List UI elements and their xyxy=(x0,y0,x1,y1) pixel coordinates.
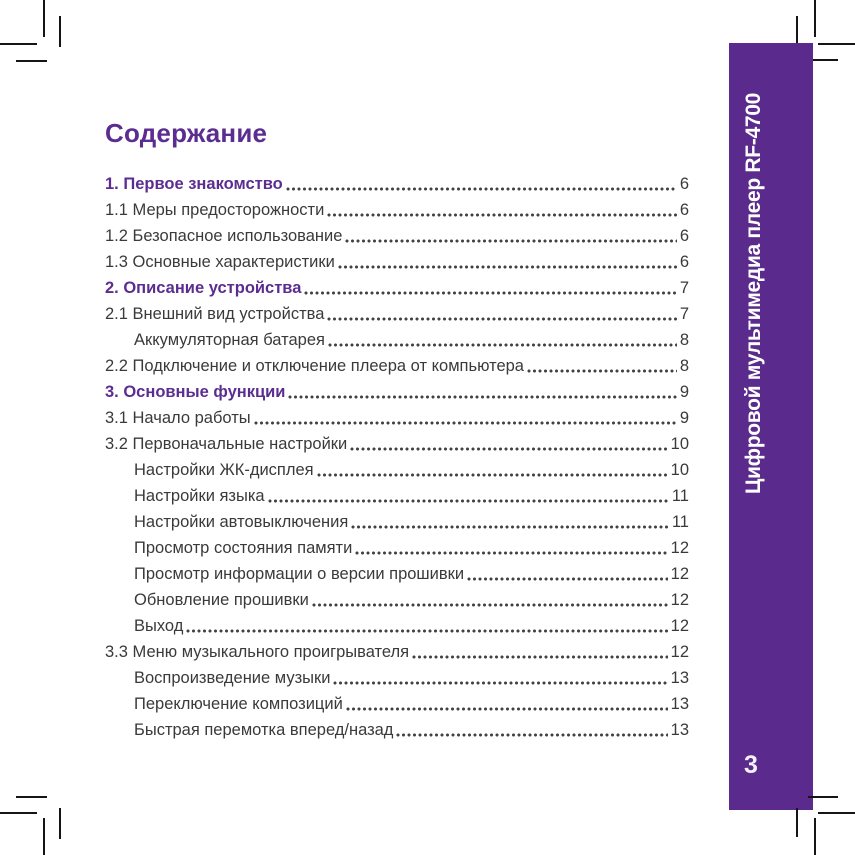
toc-entry-label: 3.3 Меню музыкального проигрывателя xyxy=(105,643,410,661)
dot-leader xyxy=(350,445,667,452)
toc-entry-label: Просмотр информации о версии прошивки xyxy=(134,565,465,583)
dot-leader xyxy=(327,315,676,322)
crop-mark xyxy=(59,808,61,839)
toc-entry-page: 10 xyxy=(670,461,689,479)
crop-mark xyxy=(814,818,816,855)
toc-entry xyxy=(105,378,689,404)
toc-entry-label: 1.3 Основные характеристики xyxy=(105,253,335,271)
toc-entry xyxy=(105,716,689,742)
dot-leader xyxy=(186,627,667,634)
crop-mark xyxy=(16,796,47,798)
toc-entry xyxy=(105,456,689,482)
toc-entry xyxy=(105,430,689,456)
dot-leader xyxy=(412,653,668,660)
toc-section xyxy=(105,118,689,742)
dot-leader xyxy=(396,731,667,738)
toc-entry-label: 1.2 Безопасное использование xyxy=(105,227,343,245)
toc-entry-label: Воспроизведение музыки xyxy=(134,669,331,687)
toc-entry-page: 6 xyxy=(679,253,689,271)
toc-entry-label: Просмотр состояния памяти xyxy=(134,539,353,557)
toc-entry-page: 9 xyxy=(679,383,689,401)
toc-entry xyxy=(105,664,689,690)
toc-entry-page: 13 xyxy=(670,721,689,739)
toc-entry xyxy=(105,222,689,248)
toc-entry-label: Аккумуляторная батарея xyxy=(134,331,325,349)
toc-entry-page: 12 xyxy=(670,643,689,661)
toc-entry-label: 1.1 Меры предосторожности xyxy=(105,201,325,219)
toc-entry-label: Выход xyxy=(134,617,184,635)
toc-entry-page: 8 xyxy=(679,357,689,375)
toc-entry xyxy=(105,586,689,612)
toc-entry-label: 2. Описание устройства xyxy=(105,279,302,297)
toc-entry-page: 12 xyxy=(670,617,689,635)
dot-leader xyxy=(312,601,668,608)
dot-leader xyxy=(351,523,669,530)
toc-entry-label: Обновление прошивки xyxy=(134,591,309,609)
crop-mark xyxy=(59,16,61,47)
toc-entry-page: 9 xyxy=(679,409,689,427)
dot-leader xyxy=(317,471,668,478)
toc-entry xyxy=(105,534,689,560)
toc-entry xyxy=(105,508,689,534)
toc-entry-label: 2.2 Подключение и отключение плеера от компьютера xyxy=(105,357,524,375)
toc-entry-page: 10 xyxy=(670,435,689,453)
toc-entry-label: Настройки ЖК-дисплея xyxy=(134,461,314,479)
toc-entry xyxy=(105,612,689,638)
crop-mark xyxy=(813,59,838,61)
crop-mark xyxy=(43,818,45,855)
toc-entry xyxy=(105,274,689,300)
toc-entry xyxy=(105,638,689,664)
toc-entry-label: Переключение композиций xyxy=(134,695,343,713)
toc-entry-page: 6 xyxy=(679,227,689,245)
toc-entry xyxy=(105,482,689,508)
toc-list xyxy=(105,170,689,742)
dot-leader xyxy=(355,549,667,556)
toc-entry-page: 13 xyxy=(670,695,689,713)
toc-entry xyxy=(105,248,689,274)
toc-entry-page: 7 xyxy=(679,279,689,297)
dot-leader xyxy=(304,289,676,296)
toc-entry-label: Настройки языка xyxy=(134,487,265,505)
page-title: Содержание xyxy=(105,118,268,148)
dot-leader xyxy=(288,393,676,400)
toc-entry xyxy=(105,352,689,378)
toc-entry xyxy=(105,170,689,196)
page-number: 3 xyxy=(744,751,758,779)
crop-mark xyxy=(808,796,838,798)
toc-entry-label: 3.1 Начало работы xyxy=(105,409,251,427)
toc-entry xyxy=(105,404,689,430)
toc-entry-label: 2.1 Внешний вид устройства xyxy=(105,305,325,323)
toc-entry-page: 7 xyxy=(679,305,689,323)
dot-leader xyxy=(328,341,677,348)
toc-entry-label: 3.2 Первоначальные настройки xyxy=(105,435,348,453)
crop-mark xyxy=(814,0,816,37)
toc-entry-label: Настройки автовыключения xyxy=(134,513,349,531)
sidebar-band xyxy=(729,43,813,810)
crop-mark xyxy=(43,0,45,37)
dot-leader xyxy=(527,367,677,374)
crop-mark xyxy=(0,812,37,814)
dot-leader xyxy=(327,211,677,218)
toc-entry-page: 11 xyxy=(671,487,689,505)
toc-entry-page: 6 xyxy=(679,175,689,193)
dot-leader xyxy=(467,575,668,582)
toc-entry xyxy=(105,560,689,586)
crop-mark xyxy=(818,812,855,814)
dot-leader xyxy=(345,237,676,244)
dot-leader xyxy=(346,705,668,712)
toc-entry-page: 12 xyxy=(670,539,689,557)
toc-entry-label: 1. Первое знакомство xyxy=(105,175,283,193)
crop-mark xyxy=(16,60,47,62)
crop-mark xyxy=(818,43,855,45)
dot-leader xyxy=(268,497,669,504)
toc-entry-label: 3. Основные функции xyxy=(105,383,286,401)
toc-entry xyxy=(105,326,689,352)
dot-leader xyxy=(333,679,667,686)
dot-leader xyxy=(254,419,677,426)
toc-entry-page: 12 xyxy=(670,591,689,609)
sidebar-vertical-label: Цифровой мультимедиа плеер RF-4700 xyxy=(742,93,765,494)
toc-entry-page: 6 xyxy=(679,201,689,219)
toc-entry-page: 8 xyxy=(679,331,689,349)
toc-entry-page: 13 xyxy=(670,669,689,687)
dot-leader xyxy=(286,185,677,192)
toc-entry xyxy=(105,300,689,326)
toc-entry-page: 12 xyxy=(670,565,689,583)
dot-leader xyxy=(338,263,677,270)
toc-entry-page: 11 xyxy=(671,513,689,531)
crop-mark xyxy=(796,808,798,837)
toc-entry-label: Быстрая перемотка вперед/назад xyxy=(134,721,394,739)
crop-mark xyxy=(796,16,798,43)
toc-entry xyxy=(105,690,689,716)
toc-entry xyxy=(105,196,689,222)
crop-mark xyxy=(0,43,37,45)
